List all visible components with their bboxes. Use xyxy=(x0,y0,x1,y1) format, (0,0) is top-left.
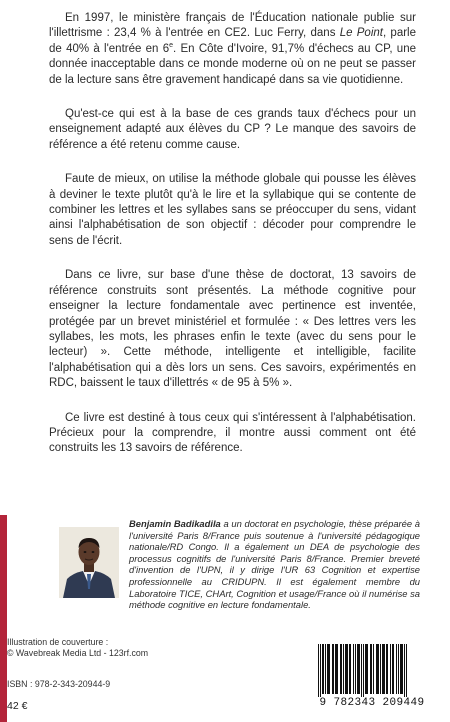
barcode-bar xyxy=(392,644,394,694)
barcode-bar xyxy=(345,644,348,694)
barcode-bar xyxy=(335,644,338,694)
blurb-text xyxy=(49,11,416,476)
barcode-bar xyxy=(386,644,388,694)
blurb-paragraph-4: Dans ce livre, sur base d'une thèse de doctorat, 13 savoirs de référence construits sont présentés. La méthode cognitive pour enseigner la lecture fondamentale avec pertinence est inventée, protégée par un brevet ministériel et formulée : « Des lettres vers les syllabes, les mots, les phrases enfin le texte (avec du sens pour le lecteur) ». Cette méthode, intelligente et intelligible, facilite l'alphabétisation qui a dès lors un sens. Ces savoirs, expérimentés en RDC, baissent le taux d'illettrés « de 95 à 5% ». xyxy=(49,269,416,390)
cover-credits xyxy=(7,637,167,659)
barcode-bar xyxy=(370,644,372,694)
blurb-paragraph-1 xyxy=(49,11,416,88)
barcode-bar xyxy=(340,644,342,694)
ordinal-superscript: e xyxy=(169,41,174,49)
barcode-bar xyxy=(355,644,356,694)
author-name: Benjamin Badikadila xyxy=(129,518,221,529)
barcode-bar xyxy=(353,644,354,694)
blurb-paragraph-1-part-c: . En Côte d'Ivoire, 91,7% d'échecs au CP, une donnée inacceptable dans ce monde moderne où on ne peut se passer de la lecture sans être gravement handicapé dans sa vie quotidienne. xyxy=(49,42,416,86)
barcode-guard-bar xyxy=(318,644,319,700)
barcode-bar xyxy=(390,644,391,694)
barcode-bars xyxy=(312,642,432,700)
blurb-paragraph-5: Ce livre est destiné à tous ceux qui s'intéressent à l'alphabétisation. Précieux pour la comprendre, il montre aussi comment ont été construits les 13 savoirs de référence. xyxy=(49,411,416,455)
barcode-bar xyxy=(400,644,403,694)
barcode-bar xyxy=(332,644,334,694)
blurb-paragraph-1-part-b: , parle de 40% à l'entrée en 6 xyxy=(49,27,416,55)
barcode-bar xyxy=(398,644,399,694)
author-bio-text: a un doctorat en psychologie, thèse préparée à l'université Paris 8/France puis soutenue à l'université pédagogique nationale/RD Congo. Il a également un DEA de psychologie des processus cognitifs de l'université Paris 8/France. Premier breveté d'invention de l'UPN, il y dirige l'UR 63 Cognition et expertise professionnelle au CRIDUPN. Il est également membre du Laboratoire TICE, CHArt, Cognition et usage/France où il numérise sa méthode cognitive en lecture fondamentale. xyxy=(129,518,420,611)
magazine-title: Le Point xyxy=(339,27,383,40)
author-section xyxy=(49,518,420,618)
barcode-digits: 9 782343 209449 xyxy=(312,697,432,709)
spine-accent-stripe xyxy=(0,515,7,722)
barcode-guard-bar xyxy=(406,644,407,700)
isbn-label: ISBN : 978-2-343-20944-9 xyxy=(7,679,111,689)
barcode-bar xyxy=(343,644,344,694)
barcode-bar xyxy=(380,644,381,694)
barcode-bar xyxy=(327,644,330,694)
blurb-paragraph-3: Faute de mieux, on utilise la méthode globale qui pousse les élèves à deviner le texte plutôt qu'à le lire et la syllabique qui se contente de combiner les lettres et les syllabes sans se préoccuper du sens, vidant ainsi l'alphabétisation de son objectif : décoder pour comprendre le sens de l'écrit. xyxy=(49,173,416,247)
author-photo xyxy=(59,527,119,598)
barcode-bar xyxy=(322,644,324,694)
credits-source: © Wavebreak Media Ltd - 123rf.com xyxy=(7,648,149,659)
barcode-bar xyxy=(376,644,379,694)
price-label: 42 € xyxy=(7,700,28,712)
barcode-guard-bar xyxy=(363,644,364,700)
author-bio xyxy=(129,518,420,611)
blurb-paragraph-1-part-a: En 1997, le ministère français de l'Éducation nationale publie sur l'illettrisme : 23,4 % à l'entrée en CE2. Luc Ferry, dans xyxy=(49,12,416,40)
barcode-bar xyxy=(373,644,374,694)
author-portrait-image xyxy=(59,527,119,598)
barcode-guard-bar xyxy=(404,644,405,700)
barcode-guard-bar xyxy=(361,644,362,700)
blurb-paragraph-2: Qu'est-ce qui est à la base de ces grands taux d'échecs pour un enseignement adapté aux élèves du CP ? Le manque des savoirs de référence a été retenu comme cause. xyxy=(49,108,416,151)
credits-label: Illustration de couverture : xyxy=(7,637,109,647)
barcode-bar xyxy=(325,644,326,694)
barcode-bar xyxy=(357,644,360,694)
barcode-guard-bar xyxy=(320,644,321,700)
barcode-bar xyxy=(396,644,397,694)
barcode-bar xyxy=(349,644,351,694)
barcode-bar xyxy=(382,644,385,694)
barcode-bar xyxy=(365,644,368,694)
